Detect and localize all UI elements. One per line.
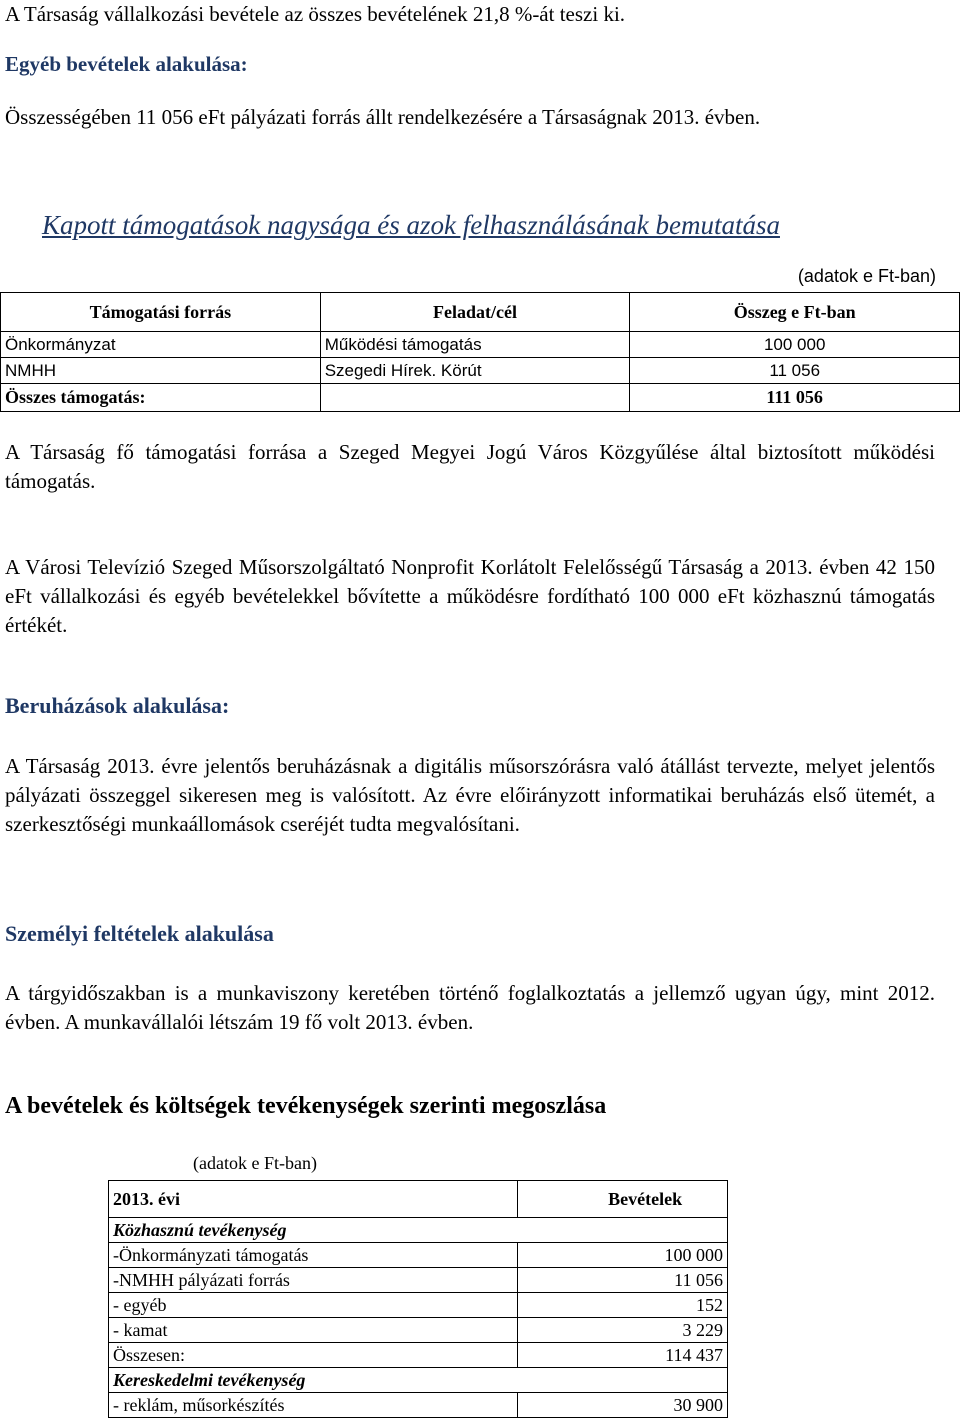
section-row — [109, 1218, 728, 1243]
row-label: -Önkormányzati támogatás — [109, 1243, 518, 1268]
row-amount: 11 056 — [630, 358, 960, 384]
revenues-year: 2013. évi — [109, 1181, 518, 1218]
support-table-header — [1, 293, 960, 332]
other-revenue-text: Összességében 11 056 eFt pályázati forrás állt rendelkezésére a Társaságnak 2013. évben. — [5, 105, 761, 129]
header-source: Támogatási forrás — [1, 293, 321, 332]
header-purpose: Feladat/cél — [320, 293, 630, 332]
paragraph-revenue-expansion: A Városi Televízió Szeged Műsorszolgáltató Nonprofit Korlátolt Felelősségű Társaság a 2013. évben 42 150 eFt vállalkozási és egyéb bevételekkel bővítette a működésre fordítható 100 000 eFt közhasznú támogatás értékét. — [5, 555, 935, 637]
row-label: -NMHH pályázati forrás — [109, 1268, 518, 1293]
row-label: - kamat — [109, 1318, 518, 1343]
row-source: Önkormányzat — [1, 332, 321, 358]
total-value: 111 056 — [630, 384, 960, 412]
section-commercial: Kereskedelmi tevékenység — [109, 1368, 728, 1393]
revenues-header — [109, 1181, 728, 1218]
revenues-unit-note: (adatok e Ft-ban) — [193, 1153, 317, 1173]
support-table — [0, 292, 960, 412]
section-public-benefit: Közhasznú tevékenység — [109, 1218, 728, 1243]
investments-text: A Társaság 2013. évre jelentős beruházásnak a digitális műsorszórásra való átállást tervezte, melyet jelentős pályázati összeggel sikeresen meg is valósított. Az évre előirányzott informatikai beruházás első ütemét, a szerkesztőségi munkaállomások cseréjét tudta megvalósítani. — [5, 754, 935, 836]
row-label: Összesen: — [109, 1343, 518, 1368]
total-empty — [320, 384, 630, 412]
table-row — [109, 1318, 728, 1343]
revenues-table — [108, 1180, 728, 1418]
personnel-heading: Személyi feltételek alakulása — [5, 921, 274, 946]
personnel-text: A tárgyidőszakban is a munkaviszony keretében történő foglalkoztatás a jellemző ugyan úgy, mint 2012. évben. A munkavállalói létszám 19 fő volt 2013. évben. — [5, 981, 935, 1034]
row-value: 100 000 — [518, 1243, 728, 1268]
row-value: 114 437 — [518, 1343, 728, 1368]
table-row — [109, 1393, 728, 1418]
row-source: NMHH — [1, 358, 321, 384]
row-purpose: Szegedi Hírek. Körút — [320, 358, 630, 384]
table-row — [109, 1293, 728, 1318]
other-revenue-heading: Egyéb bevételek alakulása: — [5, 52, 248, 76]
row-purpose: Működési támogatás — [320, 332, 630, 358]
header-amount: Összeg e Ft-ban — [630, 293, 960, 332]
row-value: 3 229 — [518, 1318, 728, 1343]
paragraph-main-support: A Társaság fő támogatási forrása a Szeged Megyei Jogú Város Közgyűlése által biztosított működési támogatás. — [5, 440, 935, 493]
row-amount: 100 000 — [630, 332, 960, 358]
support-unit-note: (adatok e Ft-ban) — [797, 266, 936, 286]
section-row — [109, 1368, 728, 1393]
row-label: - reklám, műsorkészítés — [109, 1393, 518, 1418]
row-value: 152 — [518, 1293, 728, 1318]
row-value: 30 900 — [518, 1393, 728, 1418]
row-value: 11 056 — [518, 1268, 728, 1293]
revenues-col-income: Bevételek — [518, 1181, 728, 1218]
table-row — [109, 1343, 728, 1368]
revenues-title: A bevételek és költségek tevékenységek szerinti megoszlása — [5, 1093, 607, 1119]
table-row — [109, 1268, 728, 1293]
row-label: - egyéb — [109, 1293, 518, 1318]
investments-heading: Beruházások alakulása: — [5, 693, 230, 718]
table-row — [1, 332, 960, 358]
total-label: Összes támogatás: — [1, 384, 321, 412]
table-row — [1, 358, 960, 384]
support-title: Kapott támogatások nagysága és azok felhasználásának bemutatása — [42, 210, 780, 240]
table-row — [109, 1243, 728, 1268]
support-total-row — [1, 384, 960, 412]
intro-line: A Társaság vállalkozási bevétele az összes bevételének 21,8 %-át teszi ki. — [5, 2, 626, 26]
